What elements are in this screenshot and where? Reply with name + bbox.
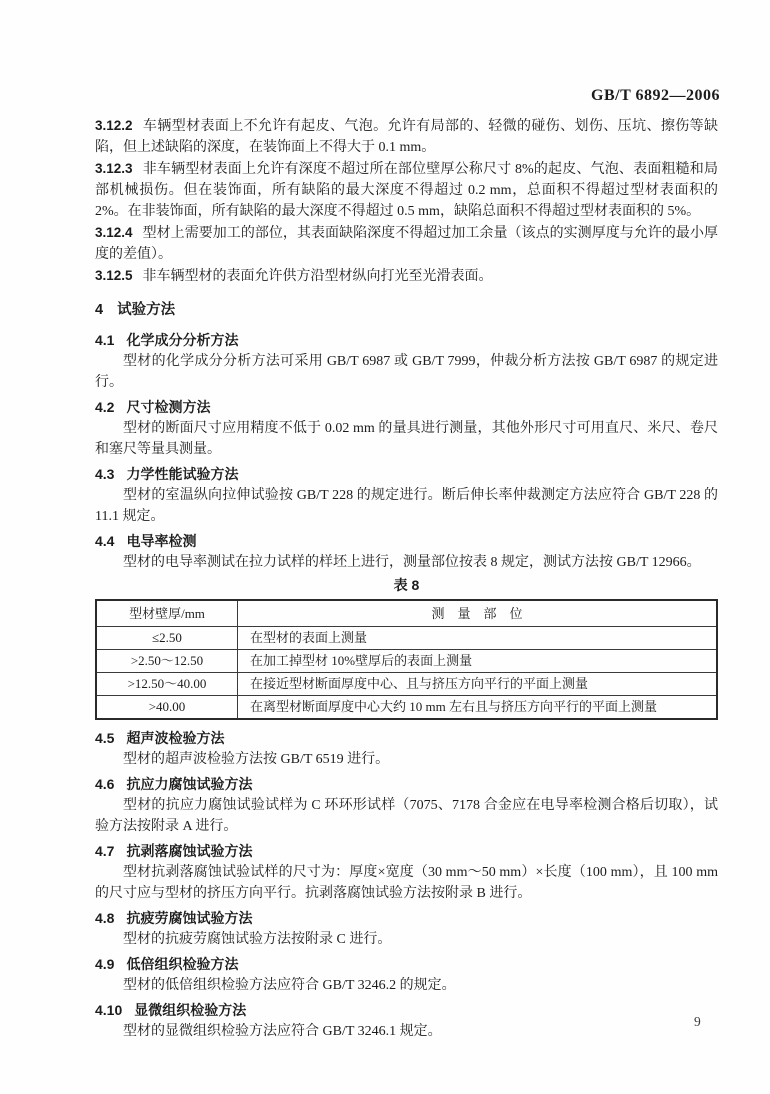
subsection-number: 4.7 xyxy=(95,843,115,859)
table-cell-thickness: ≤2.50 xyxy=(96,627,238,650)
subsection-4-8-heading xyxy=(95,908,718,929)
subsection-number: 4.9 xyxy=(95,956,115,972)
clause-number: 3.12.5 xyxy=(95,268,133,283)
subsection-4-4-heading xyxy=(95,531,718,552)
subsection-4-1-heading xyxy=(95,330,718,351)
subsection-title: 力学性能试验方法 xyxy=(126,466,239,482)
subsection-number: 4.8 xyxy=(95,910,115,926)
clause-3-12-4 xyxy=(95,222,718,265)
clause-3-12-5 xyxy=(95,265,718,287)
table-header-measuring-position: 测 量 部 位 xyxy=(238,600,718,627)
clause-text: 非车辆型材的表面允许供方沿型材纵向打光至光滑表面。 xyxy=(142,269,493,284)
subsection-number: 4.5 xyxy=(95,730,115,746)
table-header-row xyxy=(96,600,717,627)
subsection-4-2-heading xyxy=(95,397,718,418)
page-content xyxy=(95,115,718,1042)
subsection-4-2-paragraph: 型材的断面尺寸应用精度不低于 0.02 mm 的量具进行测量，其他外形尺寸可用直尺、米尺、卷尺和塞尺等量具测量。 xyxy=(95,421,718,457)
table-cell-thickness: >2.50～12.50 xyxy=(96,650,238,673)
table-row xyxy=(96,627,717,650)
clause-3-12-3 xyxy=(95,158,718,222)
subsection-title: 抗疲劳腐蚀试验方法 xyxy=(126,910,253,926)
subsection-number: 4.4 xyxy=(95,533,115,549)
subsection-number: 4.1 xyxy=(95,332,115,348)
section-number: 4 xyxy=(95,302,104,318)
subsection-4-9-paragraph: 型材的低倍组织检验方法应符合 GB/T 3246.2 的规定。 xyxy=(123,978,456,993)
subsection-title: 显微组织检验方法 xyxy=(134,1002,247,1018)
subsection-4-1-paragraph: 型材的化学成分分析方法可采用 GB/T 6987 或 GB/T 7999，仲裁分析方法按 GB/T 6987 的规定进行。 xyxy=(95,354,718,390)
subsection-4-10-heading xyxy=(95,1000,718,1021)
clause-number: 3.12.2 xyxy=(95,118,133,133)
subsection-4-8-paragraph: 型材的抗疲劳腐蚀试验方法按附录 C 进行。 xyxy=(123,932,392,947)
clause-text: 非车辆型材表面上允许有深度不超过所在部位壁厚公称尺寸 8%的起皮、气泡、表面粗糙和局部机械损伤。但在装饰面，所有缺陷的最大深度不得超过 0.2 mm，总面积不得超过型材表面积的 2%。在非装饰面，所有缺陷的最大深度不得超过 0.5 mm，缺陷总面积不得超过型材表面积的 5%。 xyxy=(95,162,718,219)
subsection-number: 4.10 xyxy=(95,1002,123,1018)
table-cell-position: 在加工掉型材 10%壁厚后的表面上测量 xyxy=(238,650,718,673)
table-cell-thickness: >12.50～40.00 xyxy=(96,673,238,696)
section-title: 试验方法 xyxy=(117,302,176,318)
table-cell-position: 在接近型材断面厚度中心、且与挤压方向平行的平面上测量 xyxy=(238,673,718,696)
subsection-4-6-heading xyxy=(95,774,718,795)
table-cell-position: 在离型材断面厚度中心大约 10 mm 左右且与挤压方向平行的平面上测量 xyxy=(238,696,718,720)
subsection-title: 抗剥落腐蚀试验方法 xyxy=(126,843,253,859)
clause-text: 车辆型材表面上不允许有起皮、气泡。允许有局部的、轻微的碰伤、划伤、压坑、擦伤等缺陷，但上述缺陷的深度，在装饰面上不得大于 0.1 mm。 xyxy=(95,119,718,155)
table-row xyxy=(96,673,717,696)
section-4-heading xyxy=(95,300,718,321)
table-8 xyxy=(95,599,718,720)
table-cell-position: 在型材的表面上测量 xyxy=(238,627,718,650)
table-8-title: 表 8 xyxy=(393,577,420,593)
clause-3-12-2 xyxy=(95,115,718,158)
subsection-4-5-heading xyxy=(95,728,718,749)
subsection-4-5-paragraph: 型材的超声波检验方法按 GB/T 6519 进行。 xyxy=(123,752,390,767)
subsection-4-3-heading xyxy=(95,464,718,485)
subsection-number: 4.3 xyxy=(95,466,115,482)
table-header-wall-thickness: 型材壁厚/mm xyxy=(96,600,238,627)
subsection-title: 尺寸检测方法 xyxy=(126,399,211,415)
table-row xyxy=(96,696,717,720)
subsection-number: 4.2 xyxy=(95,399,115,415)
subsection-title: 化学成分分析方法 xyxy=(126,332,239,348)
subsection-4-7-paragraph: 型材抗剥落腐蚀试验试样的尺寸为：厚度×宽度（30 mm～50 mm）×长度（100 mm），且 100 mm 的尺寸应与型材的挤压方向平行。抗剥落腐蚀试验方法按附录 B 进行。 xyxy=(95,865,718,901)
subsection-title: 电导率检测 xyxy=(126,533,197,549)
table-row xyxy=(96,650,717,673)
subsection-4-9-heading xyxy=(95,954,718,975)
standard-number: GB/T 6892—2006 xyxy=(591,87,720,104)
subsection-number: 4.6 xyxy=(95,776,115,792)
subsection-4-4-paragraph: 型材的电导率测试在拉力试样的样坯上进行，测量部位按表 8 规定，测试方法按 GB/T 12966。 xyxy=(123,555,701,570)
clause-number: 3.12.4 xyxy=(95,225,133,240)
subsection-title: 超声波检验方法 xyxy=(126,730,225,746)
running-header xyxy=(591,87,720,105)
clause-text: 型材上需要加工的部位，其表面缺陷深度不得超过加工余量（该点的实测厚度与允许的最小厚度的差值）。 xyxy=(95,226,718,262)
page-number: 9 xyxy=(694,1014,701,1029)
subsection-4-3-paragraph: 型材的室温纵向拉伸试验按 GB/T 228 的规定进行。断后伸长率仲裁测定方法应符合 GB/T 228 的 11.1 规定。 xyxy=(95,488,718,524)
subsection-4-7-heading xyxy=(95,841,718,862)
clause-number: 3.12.3 xyxy=(95,161,133,176)
subsection-4-10-paragraph: 型材的显微组织检验方法应符合 GB/T 3246.1 规定。 xyxy=(123,1024,442,1039)
subsection-4-6-paragraph: 型材的抗应力腐蚀试验试样为 C 环环形试样（7075、7178 合金应在电导率检测合格后切取），试验方法按附录 A 进行。 xyxy=(95,798,718,834)
table-cell-thickness: >40.00 xyxy=(96,696,238,720)
subsection-title: 抗应力腐蚀试验方法 xyxy=(126,776,253,792)
subsection-title: 低倍组织检验方法 xyxy=(126,956,239,972)
